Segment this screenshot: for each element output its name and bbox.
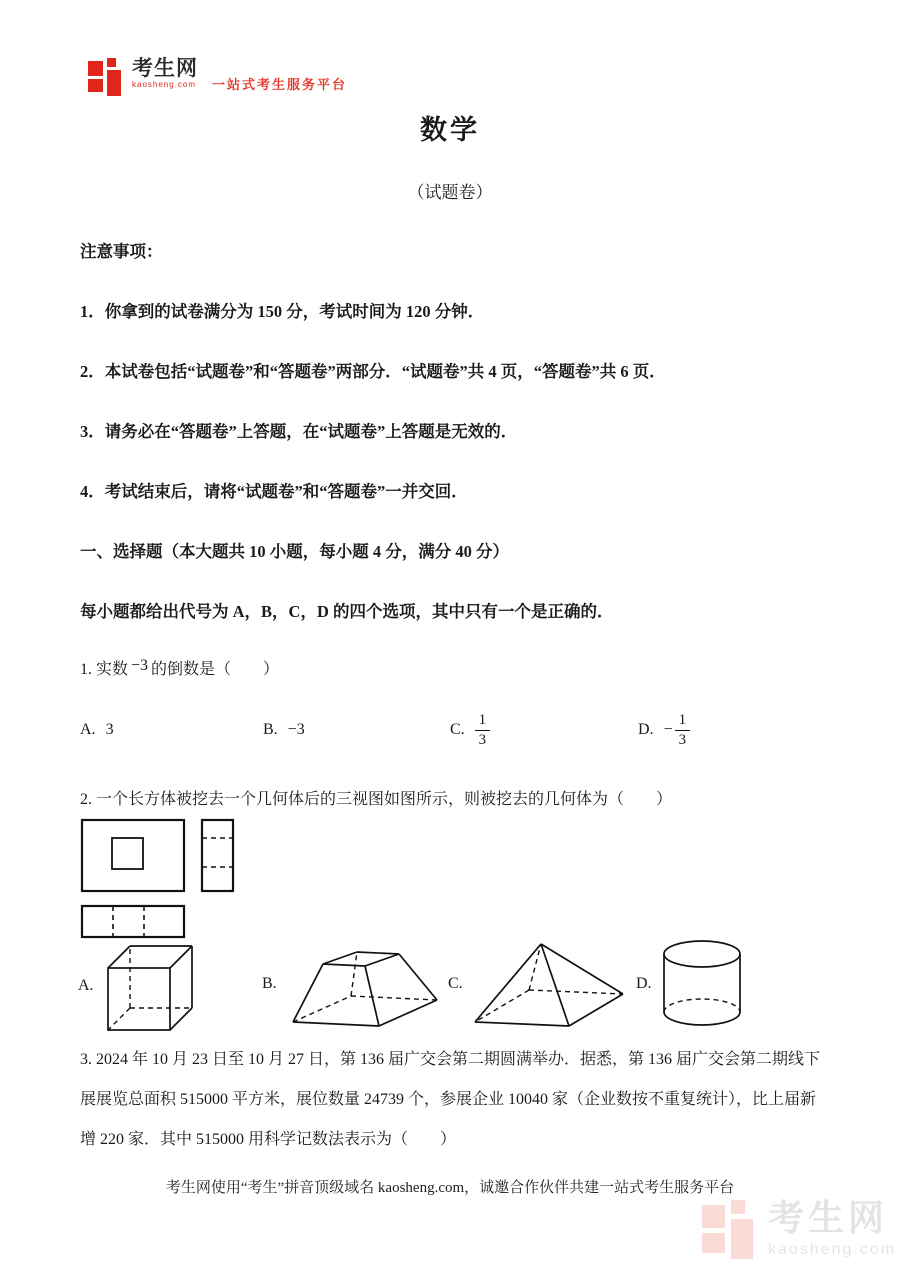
brand-domain: kaosheng.com [132,80,197,89]
top-view [82,906,184,937]
quadrilateral-pyramid-icon [471,938,629,1030]
notice-item-4: 4．考试结束后，请将“试题卷”和“答题卷”一并交回． [80,482,468,501]
watermark-block [702,1233,725,1253]
option-label: C. [448,975,463,992]
brand-tagline: 一站式考生服务平台 [212,77,348,92]
side-view [202,820,233,891]
question-3-stem [80,1040,836,1160]
notice-item-3-pre: 3．请务必在“ [80,422,179,441]
fraction-numerator: 1 [475,711,491,731]
q2-option-a [78,938,197,1034]
fraction [475,711,491,750]
q2-option-b [262,938,443,1030]
q3-line-2: 展展览总面积 515000 平方米，展位数量 24739 个，参展企业 10040 家（企业数按不重复统计），比上届新 [80,1091,817,1108]
option-label: B. [263,721,278,738]
kaosheng-watermark-icon [702,1200,758,1262]
option-value: −3 [287,721,305,738]
logo-block [88,79,103,92]
watermark-text [768,1200,896,1258]
notice-heading: 注意事项： [80,242,163,261]
q1-option-c [450,702,490,758]
q1-stem-pre: 1. 实数 [80,661,129,678]
logo-block [107,58,116,67]
option-value: 3 [105,721,114,738]
fraction-denominator: 3 [678,731,687,748]
option-label: C. [450,721,465,738]
option-label: D. [638,721,654,738]
notice-item-3-post: ”上答题，在“试题卷”上答题是无效的． [228,422,518,441]
q1-option-d [638,702,690,758]
q2-option-d [636,938,746,1030]
brand-text [132,58,198,89]
question-2-stem: 2. 一个长方体被挖去一个几何体后的三视图如图所示，则被挖去的几何体为（ ） [80,791,673,808]
notice-item-3 [80,418,832,442]
section-subheading: 每小题都给出代号为 A，B，C，D 的四个选项，其中只有一个是正确的． [80,602,614,621]
three-view-diagram [80,818,240,943]
section-heading: 一、选择题（本大题共 10 小题，每小题 4 分，满分 40 分） [80,542,509,561]
minus-sign: − [663,721,673,738]
front-view [82,820,184,891]
q1-stem-math: −3 [131,657,149,674]
q1-option-b [263,702,305,758]
cylinder-icon [660,938,746,1030]
fraction [675,711,691,750]
fraction-numerator: 1 [675,711,691,731]
logo-block [107,70,121,96]
option-label: D. [636,975,652,992]
notice-item-2: 2．本试卷包括“试题卷”和“答题卷”两部分．“试题卷”共 4 页，“答题卷”共 6 页． [80,362,666,381]
watermark-name: 考生网 [768,1198,889,1238]
watermark-domain: kaosheng.com [768,1241,897,1258]
notice-item-1: 1．你拿到的试卷满分为 150 分，考试时间为 120 分钟． [80,302,485,321]
fraction-denominator: 3 [478,731,487,748]
question-1-stem [80,656,840,679]
kaosheng-logo-icon [88,58,124,98]
cube-icon [102,938,197,1034]
q1-option-a [80,702,114,758]
option-label: A. [80,721,96,738]
header-logo [88,58,347,98]
q3-line-3: 增 220 家．其中 515000 用科学记数法表示为（ ） [80,1131,457,1148]
page-subtitle: （试题卷） [407,183,493,202]
watermark [702,1200,896,1262]
watermark-block [731,1219,753,1259]
notice-item-3-emphasized: 答题卷 [179,422,229,441]
footer-text: 考生网使用“考生”拼音顶级域名 kaosheng.com，诚邀合作伙伴共建一站式考生服务平台 [165,1180,735,1196]
q3-line-1: 3. 2024 年 10 月 23 日至 10 月 27 日，第 136 届广交会第二期圆满举办．据悉，第 136 届广交会第二期线下 [80,1051,821,1068]
brand-name: 考生网 [132,56,198,80]
option-label: A. [78,977,94,994]
logo-block [88,61,103,76]
q1-stem-post: 的倒数是（ ） [151,661,280,678]
watermark-block [702,1205,725,1228]
option-label: B. [262,975,277,992]
page-title: 数学 [420,115,480,145]
quadrilateral-frustum-icon [285,938,443,1030]
watermark-block [731,1200,745,1214]
q2-option-c [448,938,629,1030]
